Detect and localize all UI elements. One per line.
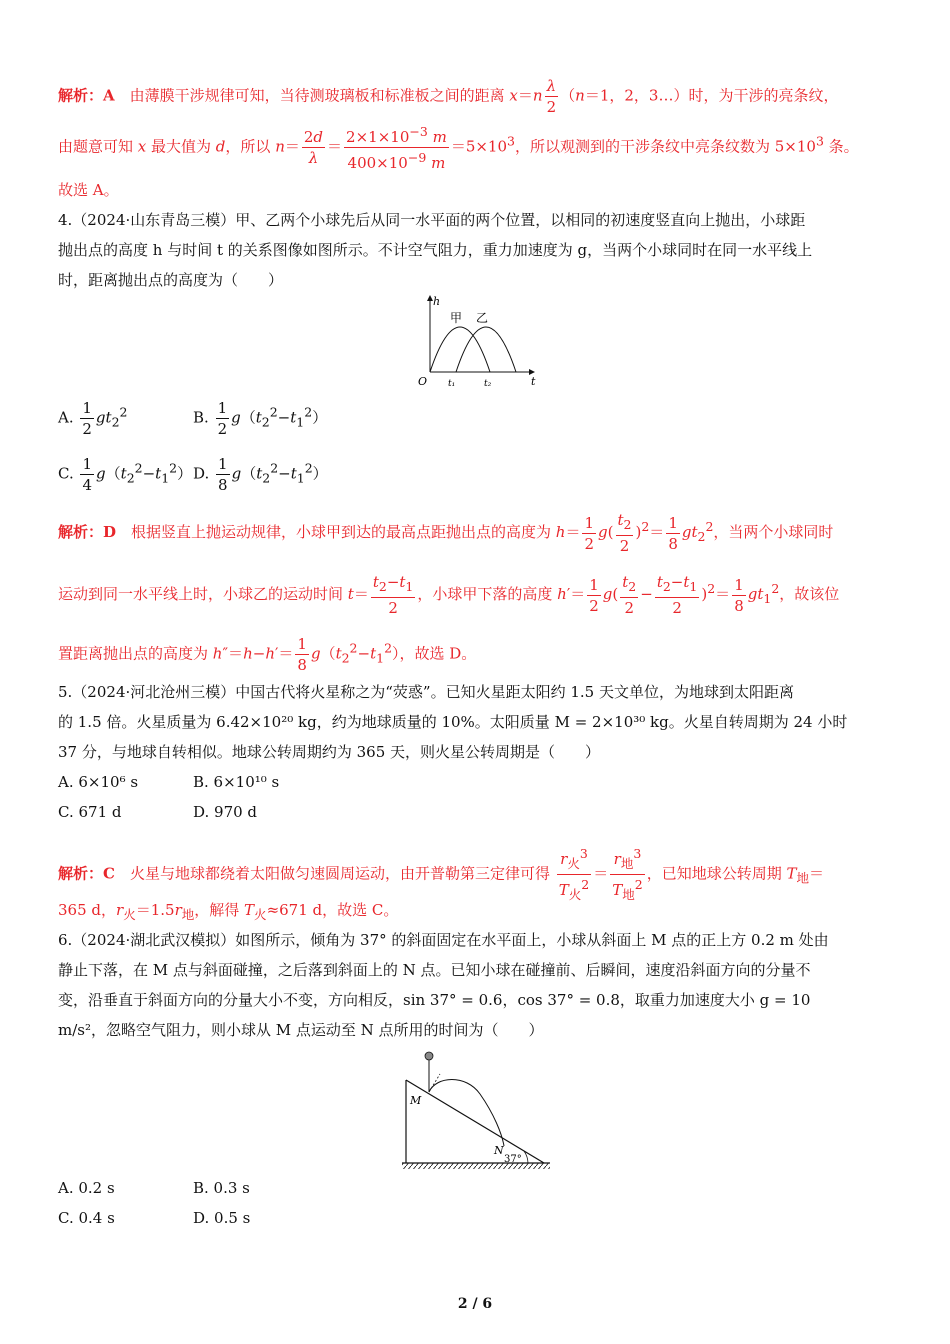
q6-option-a[interactable]: A. 0.2 s (58, 1179, 115, 1197)
q5-option-b[interactable]: B. 6×10¹⁰ s (193, 773, 280, 791)
q5-option-d[interactable]: D. 970 d (193, 803, 258, 821)
q6-stem-line1: 6.（2024·湖北武汉模拟）如图所示，倾角为 37° 的斜面固定在水平面上，小球从斜面上 M 点的正上方 0.2 m 处由 (58, 931, 829, 949)
q5-stem-line1: 5.（2024·河北沧州三模）中国古代将火星称之为“荧惑”。已知火星距太阳约 1.5 天文单位，为地球到太阳距离 (58, 683, 794, 701)
point-m-label: M (410, 1094, 422, 1107)
q5-option-c[interactable]: C. 671 d (58, 803, 122, 821)
q6-option-c[interactable]: C. 0.4 s (58, 1209, 115, 1227)
trajectory (429, 1080, 504, 1147)
ground-hatch (402, 1163, 550, 1169)
q4-option-c[interactable]: C. $\frac{1}{4}$ $g(t_2^2-t_1^2)$ (58, 455, 193, 494)
q4-option-a[interactable]: A. $\frac{1}{2}$ $gt_2^2$ (58, 399, 128, 438)
q5-stem-line3: 37 分，与地球自转相似。地球公转周期约为 365 天，则火星公转周期是（ ） (58, 743, 601, 761)
q4-h-t-graph (412, 292, 542, 388)
q4-option-d[interactable]: D. $\frac{1}{8}$ $g(t_2^2-t_1^2)$ (193, 455, 328, 494)
curve-jia (430, 327, 490, 372)
q5-option-a[interactable]: A. 6×10⁶ s (58, 773, 139, 791)
q5-stem-line2: 的 1.5 倍。火星质量为 6.42×10²⁰ kg，约为地球质量的 10%。太阳质量 M = 2×10³⁰ kg。火星自转周期为 24 小时 (58, 713, 848, 731)
q3-analysis-line1: 解析：A 由薄膜干涉规律可知，当待测玻璃板和标准板之间的距离 x＝n $\frac{\lambda}{2}$ （n＝1，2，3…）时，为干涉的亮条纹， (58, 77, 839, 116)
yi-label: 乙 (476, 311, 489, 325)
q5-analysis-line2: 365 d，$r_火=1.5r_地$，解得 $T_火\approx 671$ d，故选 C。 (58, 901, 399, 922)
q6-stem-line2: 静止下落，在 M 点与斜面碰撞，之后落到斜面上的 N 点。已知小球在碰撞前、后瞬间，速度沿斜面方向的分量不 (58, 961, 811, 979)
q5-analysis-line1: 解析：C 火星与地球都绕着太阳做匀速圆周运动，由开普勒第三定律可得 $\frac{r_火^3}{T_火^2}$ ＝ $\frac{r_地^3}{T_地^2}$ ，已知地球公转周期 $T_地=$ (58, 846, 825, 902)
q4-stem-line3: 时，距离抛出点的高度为（ ） (58, 271, 284, 289)
angle-label: 37° (504, 1154, 522, 1165)
q3-analysis-line2: 由题意可知 x 最大值为 d，所以 n＝ $\frac{2d}{\lambda}$ ＝ $\frac{2\times 1\times 10^{-3} m}{400\times 10^{-9} m}$ $=5\times 10^3$，所以观测到的干涉条纹中亮条纹数为 $5\times 10^3$ 条。 (58, 124, 859, 172)
q6-option-d[interactable]: D. 0.5 s (193, 1209, 251, 1227)
origin-label: O (418, 375, 428, 388)
incline-slope (406, 1080, 544, 1163)
t-label: t (531, 375, 536, 388)
q4-stem-line1: 4.（2024·山东青岛三模）甲、乙两个小球先后从同一水平面的两个位置，以相同的初速度竖直向上抛出，小球距 (58, 211, 806, 229)
page-number: 2 / 6 (457, 1296, 493, 1312)
q4-analysis-line3: 置距离抛出点的高度为 h″＝h−h′＝ $\frac{1}{8}$ $g(t_2^2-t_1^2)$，故选 D。 (58, 635, 477, 674)
jia-label: 甲 (450, 311, 463, 325)
q6-incline-figure (396, 1046, 556, 1172)
q4-analysis-line1: 解析：D 根据竖直上抛运动规律，小球甲到达的最高点距抛出点的高度为 h＝ $\frac{1}{2}$ g( $\frac{t_2}{2}$ )$^2$＝ $\frac{1}{8}$ $gt_2^2$，当两个小球同时 (58, 511, 834, 555)
curve-yi (456, 327, 516, 372)
t1-label: t₁ (448, 379, 456, 388)
point-n-label: N (494, 1144, 504, 1157)
q3-analysis-line3: 故选 A。 (58, 181, 119, 199)
t2-label: t₂ (484, 379, 492, 388)
q6-option-b[interactable]: B. 0.3 s (193, 1179, 250, 1197)
q6-stem-line4: m/s²，忽略空气阻力，则小球从 M 点运动至 N 点所用的时间为（ ） (58, 1021, 544, 1039)
q4-analysis-line2: 运动到同一水平线上时，小球乙的运动时间 t＝ $\frac{t_2-t_1}{2}$ ，小球甲下落的高度 h′＝ $\frac{1}{2}$ g( $\frac{t_2}{2}$ − $\frac{t_2-t_1}{2}$ )$^2$＝ $\frac{1}{8}$ $gt_1^2$，故该位 (58, 573, 840, 617)
q6-stem-line3: 变，沿垂直于斜面方向的分量大小不变，方向相反，sin 37° = 0.6，cos 37° = 0.8，取重力加速度大小 g = 10 (58, 991, 811, 1009)
h-label: h (433, 295, 441, 308)
q4-stem-line2: 抛出点的高度 h 与时间 t 的关系图像如图所示。不计空气阻力，重力加速度为 g，当两个小球同时在同一水平线上 (58, 241, 813, 259)
ball (425, 1052, 433, 1060)
q4-option-b[interactable]: B. $\frac{1}{2}$ $g(t_2^2-t_1^2)$ (193, 399, 328, 438)
